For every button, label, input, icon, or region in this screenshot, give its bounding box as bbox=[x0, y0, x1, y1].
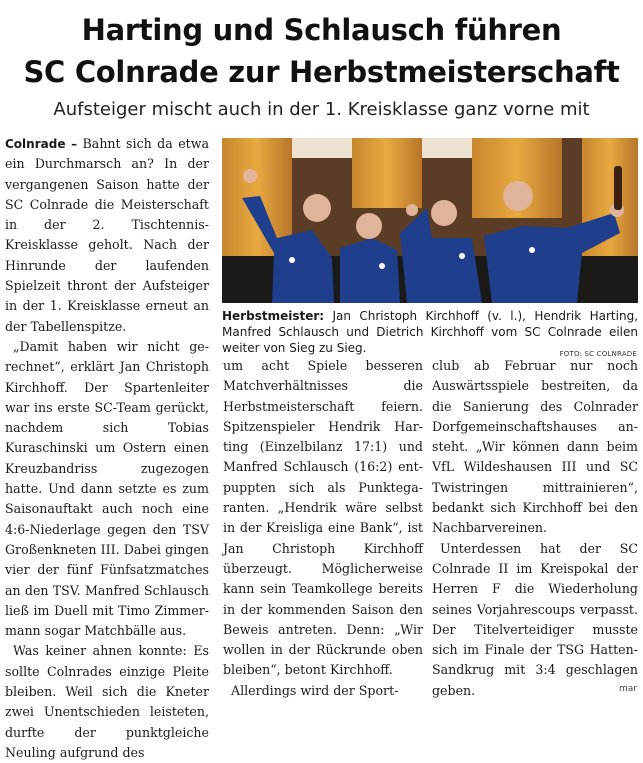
article-column-2 bbox=[223, 356, 423, 701]
headline-line-2: SC Colnrade zur Herbstmeisterschaft bbox=[23, 55, 620, 89]
paragraph: club ab Februar nur noch Auswärtsspiele bestreiten, da die Sanierung des Colnrader Dorfgemeinschaftshauses ansteht. „Wir können dann beim VfL Wildeshausen III und SC Twistringen mittrainieren“, bedankt sich Kirchhoff bei den Nachbarvereinen. bbox=[432, 358, 638, 536]
caption-text: Jan Christoph Kirchhoff (v. l.), Hendrik Harting, Manfred Schlausch und Dietrich Kirchhoff vom SC Colnrade eilen weiter von Sieg zu Sieg. bbox=[222, 309, 638, 355]
author-initials: mar bbox=[619, 684, 637, 694]
dateline: Colnrade – bbox=[5, 137, 78, 151]
photo-credit: FOTO: SC COLNRADE bbox=[559, 350, 637, 358]
lead-text: Bahnt sich da etwa ein Durchmarsch an? In der vergangenen Saison hatte der SC Colnrade die Meisterschaft in der 2. Tischtennis-Kreisklasse geholt. Nach der Hinrunde der laufenden Spielzeit thront der Aufsteiger in der 1. Kreisklasse erneut an der Tabellenspitze. bbox=[5, 136, 209, 334]
paragraph: Allerdings wird der Sport- bbox=[231, 682, 399, 698]
paragraph: um acht Spiele besseren Matchverhältnisses die Herbstmeisterschaft feiern. Spitzenspieler Hendrik Harting (Einzelbilanz 17:1) und Manfred Schlausch (16:2) entpuppten sich als Punktegaranten. „Hendrik wäre selbst in der Kreisliga eine Bank“, ist Jan Christoph Kirchhoff überzeugt. Möglicherweise kann sein Teamkollege bereits in der kommenden Saison den Beweis antreten. Denn: „Wir wollen in der Rückrunde oben bleiben“, betont Kirchhoff. bbox=[223, 358, 423, 678]
article-column-1 bbox=[5, 134, 209, 763]
photo-caption bbox=[222, 308, 638, 356]
paragraph: Was keiner ahnen konnte: Es sollte Colnrades einzige Pleite bleiben. Weil sich die Kneter zwei Unentschieden leisteten, durfte der punktgleiche Neuling aufgrund des bbox=[5, 643, 209, 760]
caption-label: Herbstmeister: bbox=[222, 309, 325, 323]
lead-paragraph bbox=[5, 134, 209, 337]
article-column-3 bbox=[432, 356, 638, 701]
paragraph: „Damit haben wir nicht gerechnet“, erklärt Jan Christoph Kirchhoff. Der Spartenleiter war ins erste SC-Team gerückt, nachdem sich Tobias Kuraschinski um Ostern einen Kreuzbandriss zugezogen hatte. Und dann setzte es zum Saisonauftakt auch noch eine 4:6-Niederlage gegen den TSV Großenkneten III. Dabei gingen vier der fünf Fünfsatzmatches an den TSV. Manfred Schlausch ließ im Duell mit Timo Zimmermann sogar Matchbälle aus. bbox=[5, 338, 209, 639]
team-photo bbox=[222, 138, 638, 303]
paragraph: Unterdessen hat der SC Colnrade II im Kreispokal der Herren F die Wiederholung seines Vorjahrescoups verpasst. Der Titelverteidiger musste sich im Finale der TSG Hatten-Sandkrug mit 3:4 geschlagen geben. bbox=[432, 540, 638, 698]
headline-line-1: Harting und Schlausch führen bbox=[81, 13, 562, 47]
subheadline: Aufsteiger mischt auch in der 1. Kreisklasse ganz vorne mit bbox=[53, 99, 590, 120]
team-photo-illustration bbox=[222, 138, 638, 303]
